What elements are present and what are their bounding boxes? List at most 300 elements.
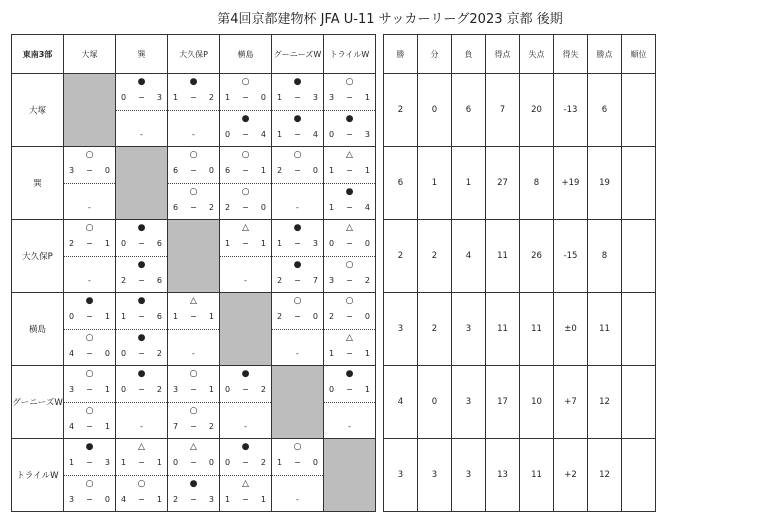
score-dash: − bbox=[86, 166, 93, 175]
goals-against: 1 bbox=[104, 312, 110, 321]
stat-cell: 3 bbox=[452, 439, 486, 512]
first-leg bbox=[220, 220, 271, 257]
second-leg bbox=[220, 184, 271, 220]
first-leg bbox=[116, 293, 167, 330]
result-mark: ○ bbox=[189, 369, 198, 379]
page-title: 第4回京都建物杯 JFA U-11 サッカーリーグ2023 京都 後期 bbox=[217, 12, 563, 27]
result-mark: ● bbox=[137, 332, 146, 343]
match-score bbox=[168, 346, 219, 362]
result-mark: ● bbox=[137, 369, 146, 379]
stat-cell: 8 bbox=[520, 147, 554, 220]
goals-against: 1 bbox=[364, 385, 370, 394]
match-cell bbox=[324, 220, 376, 293]
goals-for: 3 bbox=[69, 494, 75, 504]
result-mark: ● bbox=[137, 223, 146, 233]
match-score bbox=[116, 90, 167, 106]
match-cell bbox=[220, 366, 272, 439]
result-mark: △ bbox=[190, 442, 197, 452]
team-row bbox=[12, 366, 656, 439]
stat-cell: 12 bbox=[588, 439, 622, 512]
match-score bbox=[272, 127, 323, 143]
first-leg bbox=[116, 366, 167, 403]
score-dash: − bbox=[86, 458, 93, 467]
goals-for: 4 bbox=[69, 421, 75, 431]
header-row bbox=[12, 35, 656, 74]
second-leg bbox=[220, 257, 271, 293]
goals-against: 2 bbox=[260, 385, 266, 394]
first-leg bbox=[168, 439, 219, 476]
match-score bbox=[272, 492, 323, 508]
stat-cell bbox=[622, 220, 656, 293]
result-mark: ○ bbox=[189, 186, 198, 197]
unplayed-dash: - bbox=[140, 129, 143, 139]
match-cell bbox=[220, 220, 272, 293]
first-leg bbox=[64, 439, 115, 476]
goals-for: 2 bbox=[173, 494, 179, 504]
match-score bbox=[116, 382, 167, 398]
stat-cell: 12 bbox=[588, 366, 622, 439]
first-leg bbox=[116, 220, 167, 257]
second-leg bbox=[116, 330, 167, 366]
match-cell bbox=[168, 366, 220, 439]
second-leg bbox=[168, 111, 219, 147]
unplayed-dash: - bbox=[244, 421, 247, 431]
match-score bbox=[116, 309, 167, 325]
second-leg bbox=[168, 330, 219, 366]
score-dash: − bbox=[242, 166, 249, 175]
goals-against: 3 bbox=[104, 458, 110, 467]
second-leg bbox=[116, 257, 167, 293]
row-team-name: トライルW bbox=[12, 439, 64, 512]
score-dash: − bbox=[190, 385, 197, 394]
stat-cell: 7 bbox=[486, 74, 520, 147]
goals-for: 7 bbox=[173, 421, 179, 431]
first-leg bbox=[220, 147, 271, 184]
second-leg bbox=[324, 257, 375, 293]
stat-cell: 3 bbox=[384, 293, 418, 366]
column-gap bbox=[376, 147, 384, 220]
match-cell bbox=[272, 74, 324, 147]
score-dash: − bbox=[138, 458, 145, 467]
match-score bbox=[116, 346, 167, 362]
match-cell bbox=[220, 74, 272, 147]
second-leg bbox=[272, 184, 323, 220]
match-score bbox=[220, 455, 271, 471]
score-dash: − bbox=[294, 93, 301, 102]
goals-for: 0 bbox=[329, 129, 335, 139]
goals-against: 1 bbox=[208, 312, 214, 321]
row-team-name: 大塚 bbox=[12, 74, 64, 147]
self-match-cell bbox=[64, 74, 116, 147]
goals-against: 0 bbox=[104, 494, 110, 504]
goals-against: 1 bbox=[260, 166, 266, 175]
goals-against: 6 bbox=[156, 239, 162, 248]
match-score bbox=[64, 309, 115, 325]
goals-for: 2 bbox=[277, 312, 283, 321]
score-dash: − bbox=[294, 458, 301, 467]
stat-cell: ±0 bbox=[554, 293, 588, 366]
stat-cell: 1 bbox=[452, 147, 486, 220]
column-gap bbox=[376, 439, 384, 512]
score-dash: − bbox=[346, 166, 353, 175]
row-team-name: 巽 bbox=[12, 147, 64, 220]
goals-for: 0 bbox=[121, 93, 127, 102]
result-mark: △ bbox=[242, 223, 249, 233]
match-cell bbox=[324, 147, 376, 220]
goals-for: 0 bbox=[225, 385, 231, 394]
stat-column-header: 勝点 bbox=[588, 35, 622, 74]
match-score bbox=[324, 200, 375, 216]
column-gap bbox=[376, 74, 384, 147]
result-mark: ○ bbox=[85, 223, 94, 233]
match-cell bbox=[64, 147, 116, 220]
goals-for: 4 bbox=[69, 348, 75, 358]
second-leg bbox=[116, 476, 167, 512]
match-score bbox=[168, 419, 219, 435]
match-score bbox=[116, 419, 167, 435]
match-score bbox=[220, 236, 271, 252]
result-mark: △ bbox=[346, 332, 353, 343]
goals-against: 0 bbox=[104, 348, 110, 358]
match-score bbox=[64, 200, 115, 216]
goals-against: 4 bbox=[312, 129, 318, 139]
goals-for: 1 bbox=[277, 129, 283, 139]
match-score bbox=[168, 309, 219, 325]
result-mark: ● bbox=[137, 259, 146, 270]
goals-for: 0 bbox=[329, 385, 335, 394]
result-mark: ● bbox=[241, 442, 250, 452]
goals-against: 3 bbox=[312, 239, 318, 248]
result-mark: ○ bbox=[85, 478, 94, 489]
self-match-cell bbox=[116, 147, 168, 220]
second-leg bbox=[324, 403, 375, 439]
goals-for: 1 bbox=[225, 93, 231, 102]
match-cell bbox=[64, 439, 116, 512]
goals-against: 1 bbox=[104, 239, 110, 248]
match-score bbox=[64, 346, 115, 362]
league-table bbox=[11, 34, 656, 512]
row-team-name: 横島 bbox=[12, 293, 64, 366]
match-score bbox=[64, 419, 115, 435]
first-leg bbox=[324, 293, 375, 330]
score-dash: − bbox=[346, 385, 353, 394]
stat-cell: 11 bbox=[520, 439, 554, 512]
result-mark: ○ bbox=[293, 150, 302, 160]
result-mark: ○ bbox=[189, 405, 198, 416]
score-dash: − bbox=[86, 239, 93, 248]
goals-against: 1 bbox=[208, 385, 214, 394]
second-leg bbox=[116, 403, 167, 439]
goals-for: 0 bbox=[121, 385, 127, 394]
match-cell bbox=[168, 74, 220, 147]
goals-against: 3 bbox=[364, 129, 370, 139]
goals-against: 0 bbox=[104, 166, 110, 175]
match-cell bbox=[116, 439, 168, 512]
match-score bbox=[116, 273, 167, 289]
goals-against: 6 bbox=[156, 275, 162, 285]
goals-for: 1 bbox=[69, 458, 75, 467]
match-score bbox=[272, 346, 323, 362]
goals-for: 3 bbox=[69, 166, 75, 175]
goals-for: 0 bbox=[121, 348, 127, 358]
match-score bbox=[168, 200, 219, 216]
result-mark: △ bbox=[346, 150, 353, 160]
score-dash: − bbox=[86, 385, 93, 394]
match-cell bbox=[64, 293, 116, 366]
stat-cell: 2 bbox=[418, 220, 452, 293]
stat-cell: 2 bbox=[384, 220, 418, 293]
result-mark: ○ bbox=[293, 296, 302, 306]
stat-cell: 2 bbox=[418, 293, 452, 366]
second-leg bbox=[220, 476, 271, 512]
score-dash: − bbox=[86, 494, 93, 504]
score-dash: − bbox=[346, 93, 353, 102]
score-dash: − bbox=[190, 458, 197, 467]
team-row bbox=[12, 147, 656, 220]
stat-cell bbox=[622, 74, 656, 147]
match-score bbox=[116, 236, 167, 252]
unplayed-dash: - bbox=[88, 275, 91, 285]
stat-cell: 6 bbox=[588, 74, 622, 147]
goals-for: 3 bbox=[173, 385, 179, 394]
second-leg bbox=[272, 476, 323, 512]
result-mark: ● bbox=[85, 442, 94, 452]
match-score bbox=[168, 127, 219, 143]
match-cell bbox=[272, 220, 324, 293]
score-dash: − bbox=[346, 348, 353, 358]
second-leg bbox=[168, 184, 219, 220]
match-score bbox=[64, 273, 115, 289]
first-leg bbox=[64, 366, 115, 403]
match-cell bbox=[64, 366, 116, 439]
second-leg bbox=[272, 257, 323, 293]
goals-for: 0 bbox=[329, 239, 335, 248]
goals-for: 1 bbox=[329, 348, 335, 358]
column-gap bbox=[376, 293, 384, 366]
match-score bbox=[64, 382, 115, 398]
second-leg bbox=[324, 184, 375, 220]
goals-against: 2 bbox=[156, 348, 162, 358]
match-score bbox=[64, 163, 115, 179]
second-leg bbox=[324, 330, 375, 366]
goals-for: 6 bbox=[173, 202, 179, 212]
match-score bbox=[324, 163, 375, 179]
first-leg bbox=[324, 74, 375, 111]
second-leg bbox=[168, 403, 219, 439]
first-leg bbox=[168, 366, 219, 403]
goals-for: 1 bbox=[329, 202, 335, 212]
first-leg bbox=[64, 293, 115, 330]
match-score bbox=[64, 455, 115, 471]
match-score bbox=[272, 236, 323, 252]
score-dash: − bbox=[346, 239, 353, 248]
stat-column-header: 失点 bbox=[520, 35, 554, 74]
goals-against: 0 bbox=[208, 458, 214, 467]
match-score bbox=[220, 273, 271, 289]
match-score bbox=[324, 419, 375, 435]
goals-for: 0 bbox=[225, 129, 231, 139]
score-dash: − bbox=[190, 166, 197, 175]
match-cell bbox=[324, 74, 376, 147]
goals-for: 6 bbox=[173, 166, 179, 175]
goals-for: 2 bbox=[225, 202, 231, 212]
team-column-header: 大久保P bbox=[168, 35, 220, 74]
unplayed-dash: - bbox=[296, 348, 299, 358]
score-dash: − bbox=[190, 494, 197, 504]
goals-against: 1 bbox=[364, 93, 370, 102]
goals-for: 0 bbox=[69, 312, 75, 321]
self-match-cell bbox=[168, 220, 220, 293]
stat-cell: 3 bbox=[452, 293, 486, 366]
second-leg bbox=[64, 403, 115, 439]
result-mark: ● bbox=[345, 186, 354, 197]
score-dash: − bbox=[242, 494, 249, 504]
goals-against: 4 bbox=[260, 129, 266, 139]
match-score bbox=[272, 455, 323, 471]
team-row bbox=[12, 293, 656, 366]
match-cell bbox=[324, 293, 376, 366]
team-column-header: グーニーズW bbox=[272, 35, 324, 74]
result-mark: △ bbox=[346, 223, 353, 233]
stat-cell: +2 bbox=[554, 439, 588, 512]
result-mark: ○ bbox=[293, 442, 302, 452]
goals-for: 1 bbox=[329, 166, 335, 175]
goals-for: 2 bbox=[121, 275, 127, 285]
team-column-header: 巽 bbox=[116, 35, 168, 74]
match-score bbox=[168, 90, 219, 106]
match-cell bbox=[220, 439, 272, 512]
match-score bbox=[324, 309, 375, 325]
first-leg bbox=[64, 220, 115, 257]
first-leg bbox=[324, 366, 375, 403]
stat-column-header: 分 bbox=[418, 35, 452, 74]
result-mark: ○ bbox=[85, 332, 94, 343]
team-row bbox=[12, 439, 656, 512]
goals-against: 0 bbox=[312, 166, 318, 175]
goals-against: 0 bbox=[260, 93, 266, 102]
goals-for: 1 bbox=[277, 93, 283, 102]
second-leg bbox=[220, 403, 271, 439]
score-dash: − bbox=[242, 129, 249, 139]
first-leg bbox=[220, 366, 271, 403]
result-mark: ● bbox=[137, 77, 146, 87]
goals-against: 1 bbox=[260, 494, 266, 504]
goals-against: 1 bbox=[364, 348, 370, 358]
score-dash: − bbox=[242, 385, 249, 394]
goals-against: 2 bbox=[156, 385, 162, 394]
unplayed-dash: - bbox=[296, 494, 299, 504]
stat-cell bbox=[622, 439, 656, 512]
goals-against: 6 bbox=[156, 312, 162, 321]
match-cell bbox=[116, 293, 168, 366]
first-leg bbox=[116, 74, 167, 111]
goals-against: 3 bbox=[312, 93, 318, 102]
score-dash: − bbox=[346, 129, 353, 139]
score-dash: − bbox=[138, 275, 145, 285]
match-score bbox=[116, 455, 167, 471]
goals-for: 6 bbox=[225, 166, 231, 175]
stat-cell: 19 bbox=[588, 147, 622, 220]
match-score bbox=[220, 127, 271, 143]
score-dash: − bbox=[294, 312, 301, 321]
result-mark: ● bbox=[85, 296, 94, 306]
second-leg bbox=[168, 476, 219, 512]
match-score bbox=[168, 492, 219, 508]
team-row bbox=[12, 220, 656, 293]
goals-for: 3 bbox=[329, 93, 335, 102]
match-score bbox=[324, 127, 375, 143]
result-mark: ● bbox=[241, 369, 250, 379]
stat-cell: 3 bbox=[418, 439, 452, 512]
score-dash: − bbox=[138, 348, 145, 358]
score-dash: − bbox=[138, 239, 145, 248]
team-column-header: 横島 bbox=[220, 35, 272, 74]
stat-cell: 10 bbox=[520, 366, 554, 439]
score-dash: − bbox=[294, 275, 301, 285]
match-score bbox=[324, 382, 375, 398]
goals-for: 3 bbox=[69, 385, 75, 394]
goals-for: 2 bbox=[277, 275, 283, 285]
result-mark: ● bbox=[189, 478, 198, 489]
match-score bbox=[272, 200, 323, 216]
goals-for: 2 bbox=[69, 239, 75, 248]
stat-cell: -13 bbox=[554, 74, 588, 147]
match-score bbox=[324, 236, 375, 252]
stat-cell: 0 bbox=[418, 366, 452, 439]
stat-cell: 8 bbox=[588, 220, 622, 293]
unplayed-dash: - bbox=[140, 421, 143, 431]
match-score bbox=[272, 90, 323, 106]
corner-header: 東南3部 bbox=[12, 35, 64, 74]
result-mark: △ bbox=[190, 296, 197, 306]
score-dash: − bbox=[138, 494, 145, 504]
goals-for: 1 bbox=[121, 458, 127, 467]
score-dash: − bbox=[242, 202, 249, 212]
stat-cell: +19 bbox=[554, 147, 588, 220]
match-cell bbox=[168, 293, 220, 366]
column-gap bbox=[376, 35, 384, 74]
first-leg bbox=[168, 293, 219, 330]
goals-for: 1 bbox=[225, 494, 231, 504]
goals-for: 1 bbox=[277, 458, 283, 467]
match-score bbox=[220, 382, 271, 398]
goals-for: 0 bbox=[225, 458, 231, 467]
goals-against: 4 bbox=[364, 202, 370, 212]
score-dash: − bbox=[190, 312, 197, 321]
goals-against: 1 bbox=[156, 494, 162, 504]
score-dash: − bbox=[138, 385, 145, 394]
stat-cell: 4 bbox=[384, 366, 418, 439]
result-mark: ● bbox=[241, 113, 250, 124]
first-leg bbox=[324, 147, 375, 184]
first-leg bbox=[272, 220, 323, 257]
stat-cell: 11 bbox=[588, 293, 622, 366]
goals-against: 3 bbox=[208, 494, 214, 504]
first-leg bbox=[272, 439, 323, 476]
goals-for: 3 bbox=[329, 275, 335, 285]
result-mark: ○ bbox=[241, 186, 250, 197]
goals-against: 2 bbox=[208, 421, 214, 431]
first-leg bbox=[220, 439, 271, 476]
goals-against: 2 bbox=[208, 202, 214, 212]
goals-for: 0 bbox=[173, 458, 179, 467]
first-leg bbox=[220, 74, 271, 111]
stat-cell: 17 bbox=[486, 366, 520, 439]
match-cell bbox=[324, 366, 376, 439]
unplayed-dash: - bbox=[244, 275, 247, 285]
stat-cell: 26 bbox=[520, 220, 554, 293]
stat-column-header: 得点 bbox=[486, 35, 520, 74]
